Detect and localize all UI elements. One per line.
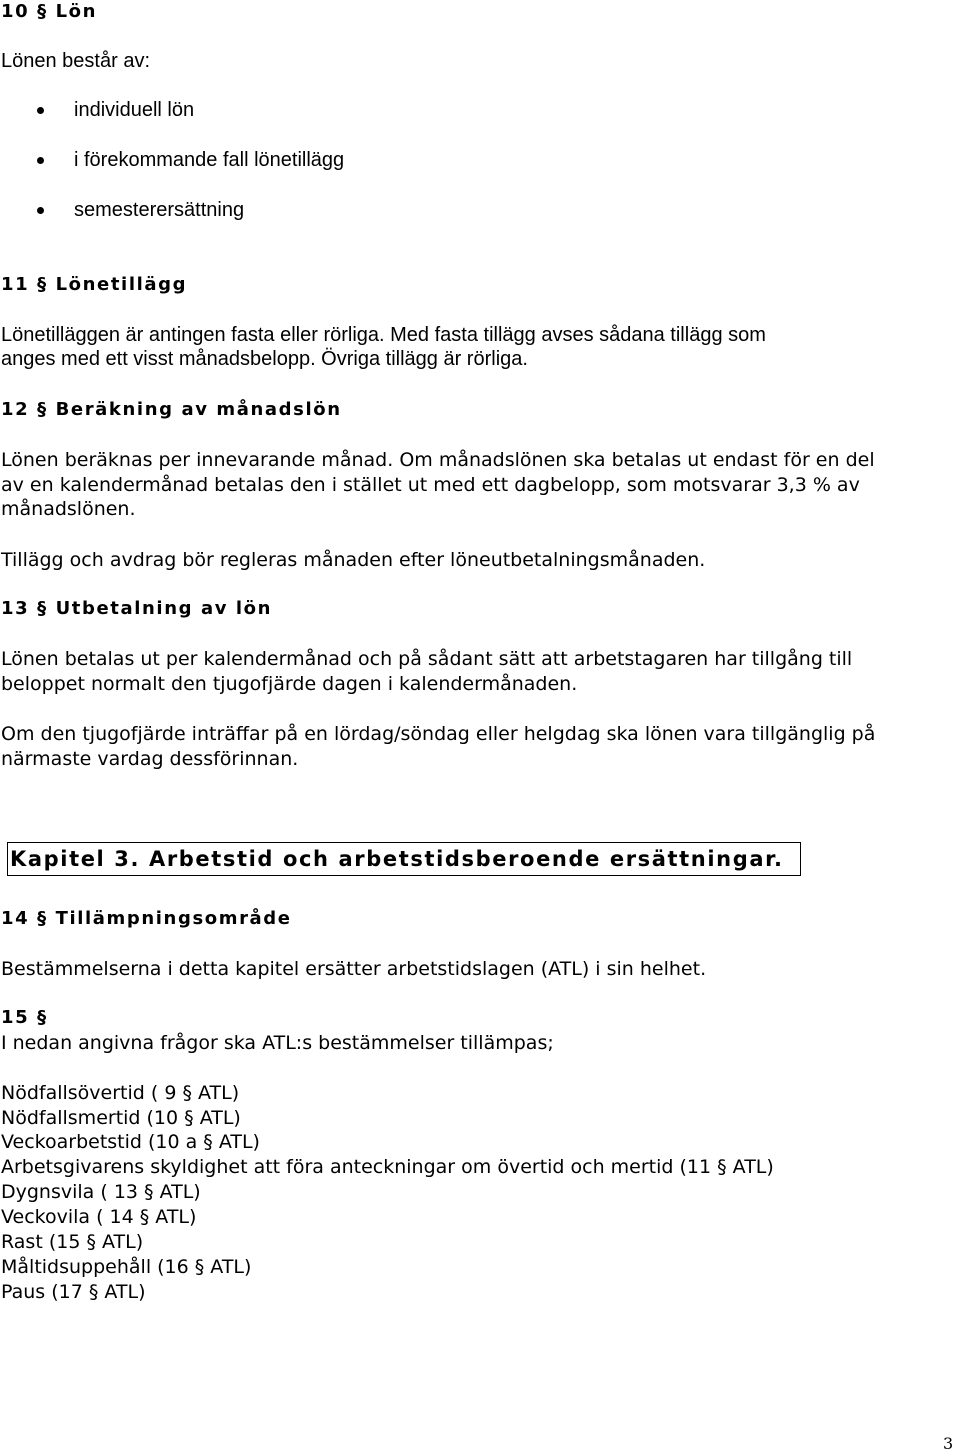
section-13-text-line: närmaste vardag dessförinnan. xyxy=(1,748,299,770)
atl-list-item: Måltidsuppehåll (16 § ATL) xyxy=(1,1256,252,1278)
section-10-intro: Lönen består av: xyxy=(1,50,150,72)
section-11-text-line: anges med ett visst månadsbelopp. Övriga tillägg är rörliga. xyxy=(1,348,528,370)
atl-list-item: Nödfallsövertid ( 9 § ATL) xyxy=(1,1082,240,1104)
bullet-dot xyxy=(37,107,44,114)
section-11-text-line: Lönetilläggen är antingen fasta eller rörliga. Med fasta tillägg avses sådana tillägg som xyxy=(1,324,766,346)
atl-list-item: Paus (17 § ATL) xyxy=(1,1281,146,1303)
section-13-heading: 13 § Utbetalning av lön xyxy=(1,598,273,619)
section-12-text-line: av en kalendermånad betalas den i stället ut med ett dagbelopp, som motsvarar 3,3 % av xyxy=(1,474,860,496)
section-12-heading: 12 § Beräkning av månadslön xyxy=(1,399,342,420)
bullet-dot xyxy=(37,207,44,214)
section-10-heading: 10 § Lön xyxy=(1,1,98,22)
page-number: 3 xyxy=(943,1434,954,1453)
atl-list-item: Nödfallsmertid (10 § ATL) xyxy=(1,1107,241,1129)
section-14-text: Bestämmelserna i detta kapitel ersätter arbetstidslagen (ATL) i sin helhet. xyxy=(1,958,707,980)
section-13-text-line: Lönen betalas ut per kalendermånad och på sådant sätt att arbetstagaren har tillgång till xyxy=(1,648,853,670)
atl-list-item: Dygnsvila ( 13 § ATL) xyxy=(1,1181,201,1203)
bullet-item: i förekommande fall lönetillägg xyxy=(74,149,345,171)
bullet-dot xyxy=(37,157,44,164)
atl-list-item: Veckovila ( 14 § ATL) xyxy=(1,1206,197,1228)
bullet-item: individuell lön xyxy=(74,99,195,121)
section-12-text-line: Lönen beräknas per innevarande månad. Om månadslönen ska betalas ut endast för en del xyxy=(1,449,875,471)
section-15-text: I nedan angivna frågor ska ATL:s bestämmelser tillämpas; xyxy=(1,1032,554,1054)
section-14-heading: 14 § Tillämpningsområde xyxy=(1,908,292,929)
section-12-text-line: månadslönen. xyxy=(1,498,136,520)
atl-list-item: Veckoarbetstid (10 a § ATL) xyxy=(1,1131,260,1153)
section-13-text-line: beloppet normalt den tjugofjärde dagen i kalendermånaden. xyxy=(1,673,578,695)
section-12-note: Tillägg och avdrag bör regleras månaden efter löneutbetalningsmånaden. xyxy=(1,549,706,571)
bullet-item: semesterersättning xyxy=(74,199,245,221)
atl-list-item: Rast (15 § ATL) xyxy=(1,1231,144,1253)
section-11-heading: 11 § Lönetillägg xyxy=(1,274,188,295)
section-15-heading: 15 § xyxy=(1,1007,48,1028)
chapter-heading: Kapitel 3. Arbetstid och arbetstidsberoende ersättningar. xyxy=(10,847,784,871)
atl-list-item: Arbetsgivarens skyldighet att föra anteckningar om övertid och mertid (11 § ATL) xyxy=(1,1156,774,1178)
section-13-text-line: Om den tjugofjärde inträffar på en lördag/söndag eller helgdag ska lönen vara tillgänglig på xyxy=(1,723,876,745)
